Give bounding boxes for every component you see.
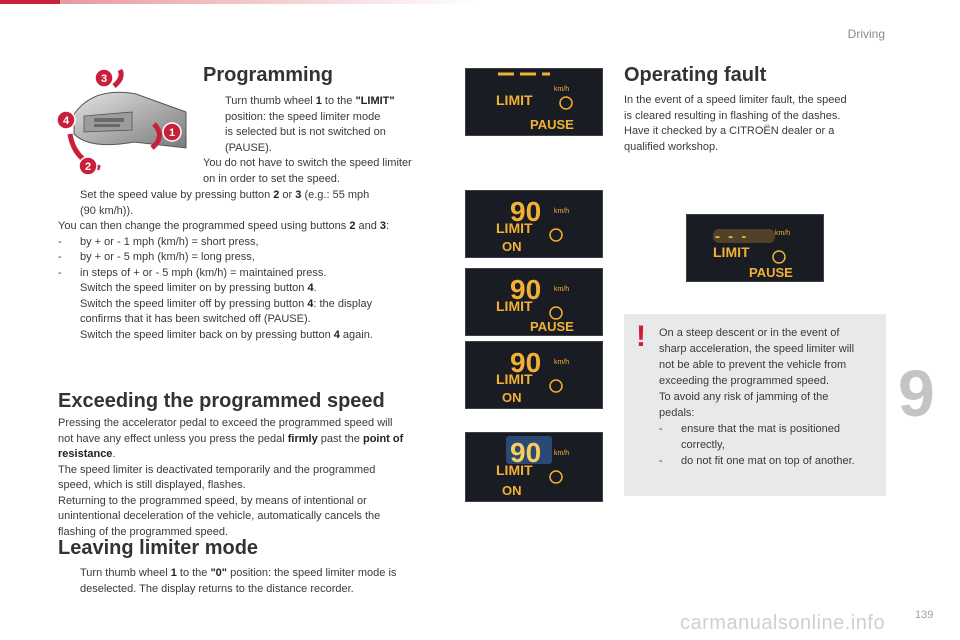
callout-3: 3 (100, 73, 108, 85)
unit-label: km/h (554, 86, 570, 93)
pause-label: PAUSE (749, 265, 793, 280)
top-accent-fade (60, 0, 480, 4)
page-number: 139 (915, 609, 934, 621)
top-accent-red (0, 0, 60, 4)
display-90-limit-on-2 (465, 341, 603, 409)
fault-heading: Operating fault (624, 64, 767, 86)
warning-box (624, 314, 886, 496)
limiter-icon (550, 380, 562, 392)
limiter-icon (773, 251, 785, 263)
leaving-heading: Leaving limiter mode (58, 537, 259, 559)
limiter-icon (550, 307, 562, 319)
dashes-display: - - - (715, 228, 749, 245)
display-90-flashing (465, 432, 603, 502)
speed-value: 90 (510, 274, 542, 305)
limiter-icon (550, 229, 562, 241)
watermark: carmanualsonline.info (680, 612, 886, 634)
unit-label: km/h (554, 450, 570, 457)
callout-1: 1 (168, 127, 176, 139)
limit-label: LIMIT (496, 220, 533, 236)
display-90-limit-pause (465, 268, 603, 336)
programming-steps: Set the speed value by pressing button 2 or 3 (e.g.: 55 mph (90 km/h)). You can then change the programmed speed using buttons 2 and 3: - by + or - 1 mph (km/h) = short press, - by + or - 5 mph (km/h) = long press, - in steps of + or - 5 mph (km/h) = maintained press. Switch the speed limiter on by pressing button 4. Switch the speed limiter off by pressing button 4: the display confirms that it has been switched off (PAUSE). Switch the speed limiter back on by pressing button 4 again. (58, 189, 390, 341)
pause-label: PAUSE (530, 117, 574, 132)
limiter-icon (550, 471, 562, 483)
callout-4: 4 (62, 115, 70, 127)
speed-value: 90 (510, 437, 542, 468)
exceeding-heading: Exceeding the programmed speed (58, 390, 385, 412)
programming-heading: Programming (203, 64, 334, 86)
chapter-number: 9 (898, 356, 935, 430)
callout-2: 2 (84, 161, 92, 173)
section-label: Driving (847, 27, 885, 41)
leaving-step: Turn thumb wheel 1 to the "0" position: the speed limiter mode is deselected. The display returns to the distance recorder. (80, 567, 397, 595)
speed-value: 90 (510, 196, 542, 227)
display-90-limit-on (465, 190, 603, 258)
limit-label: LIMIT (496, 92, 533, 108)
limit-label: LIMIT (713, 244, 750, 260)
unit-label: km/h (775, 230, 791, 237)
exceeding-body: Pressing the accelerator pedal to exceed the programmed speed will not have any effect unless you press the pedal firmly past the point of resistance. The speed limiter is deactivated temporarily and the programmed speed, which is still displayed, flashes. Returning to the programmed speed, by means of intentional or unintentional deceleration of the vehicle, automatically cancels the flashing of the programmed speed. (58, 417, 404, 538)
unit-label: km/h (554, 286, 570, 293)
fault-body: In the event of a speed limiter fault, the speed is cleared resulting in flashing of the dashes. Have it checked by a CITROËN dealer or a qualified workshop. (624, 94, 847, 153)
speed-value: 90 (510, 347, 542, 378)
unit-label: km/h (554, 208, 570, 215)
on-label: ON (502, 483, 522, 498)
warning-icon: ! (636, 320, 646, 353)
pause-label: PAUSE (530, 319, 574, 334)
programming-step-1: Turn thumb wheel 1 to the "LIMIT" position: the speed limiter mode is selected but is not switched on (PAUSE). (225, 95, 395, 154)
top-accent-bar (0, 0, 960, 4)
display-limit-pause-dashes (465, 68, 603, 136)
programming-note: You do not have to switch the speed limiter on in order to set the speed. (203, 157, 412, 185)
on-label: ON (502, 239, 522, 254)
display-fault-dashes (686, 214, 824, 282)
stalk-illustration (54, 64, 194, 180)
limit-label: LIMIT (496, 298, 533, 314)
on-label: ON (502, 390, 522, 405)
limit-label: LIMIT (496, 462, 533, 478)
limiter-icon (560, 97, 572, 109)
unit-label: km/h (554, 359, 570, 366)
limit-label: LIMIT (496, 371, 533, 387)
warning-text: On a steep descent or in the event of sharp acceleration, the speed limiter will not be able to prevent the vehicle from exceeding the programmed speed. To avoid any risk of jamming of the pedals: - ensure that the mat is positioned correctly, - do not fit one mat on top of another. (659, 327, 855, 467)
